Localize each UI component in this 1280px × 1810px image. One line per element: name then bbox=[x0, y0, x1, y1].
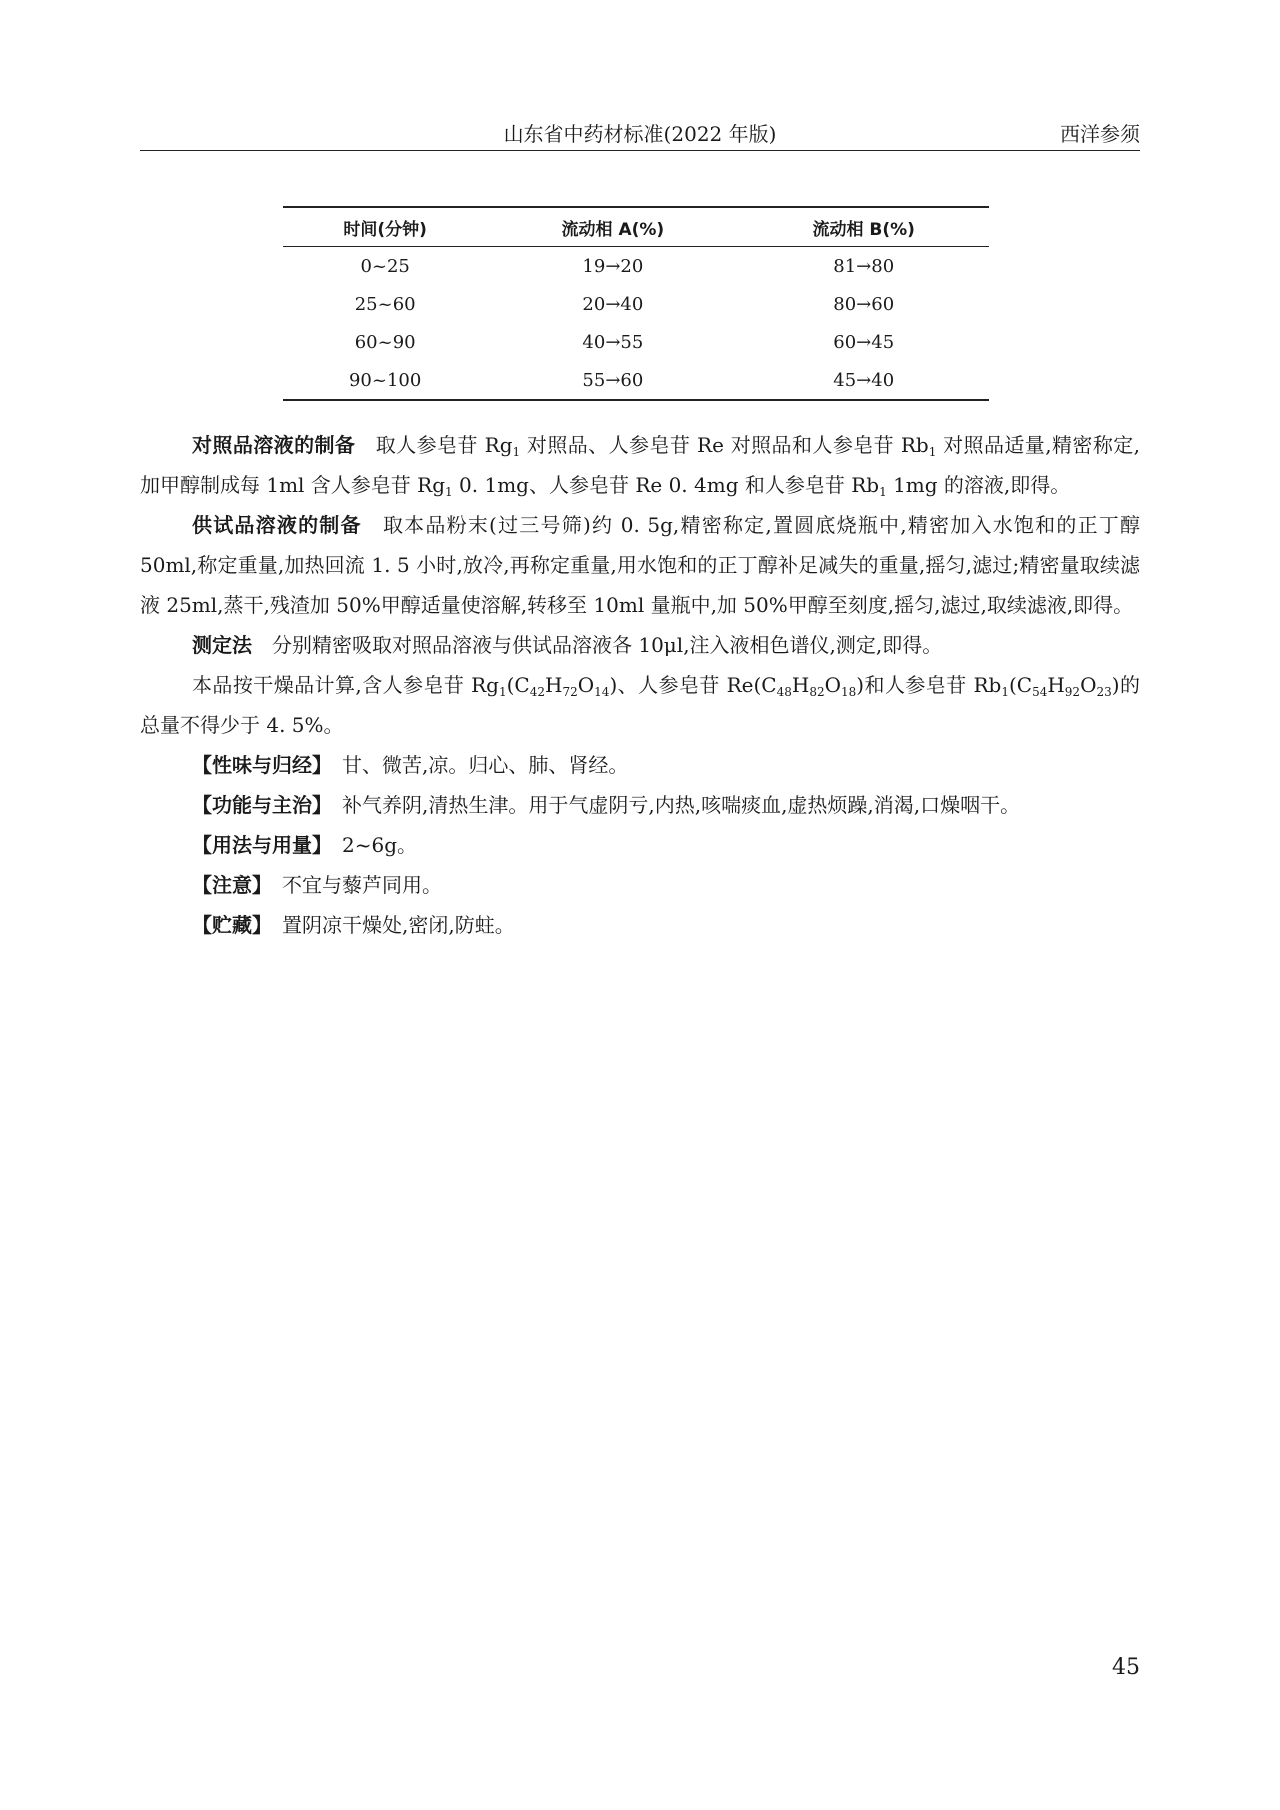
table-row bbox=[283, 285, 989, 323]
text-run: 置阴凉干燥处,密闭,防蛀。 bbox=[282, 913, 515, 937]
table-row bbox=[283, 323, 989, 361]
table-cell: 81→80 bbox=[833, 255, 895, 277]
table-cell: 25~60 bbox=[354, 293, 416, 315]
subscript: 1 bbox=[498, 685, 507, 699]
subscript: 23 bbox=[1096, 685, 1112, 699]
paragraph-heading: 【用法与用量】 bbox=[192, 833, 322, 857]
subscript: 72 bbox=[562, 685, 578, 699]
text-run: O bbox=[577, 673, 595, 697]
subscript: 1 bbox=[1001, 685, 1009, 699]
table-cell: 55→60 bbox=[582, 369, 644, 391]
text-run: 分别精密吸取对照品溶液与供试品溶液各 10μl,注入液相色谱仪,测定,即得。 bbox=[272, 633, 943, 657]
text-run: 本品按干燥品计算,含人参皂苷 Rg bbox=[192, 673, 499, 697]
dosage-paragraph bbox=[140, 825, 1140, 865]
table-cell: 90~100 bbox=[348, 369, 422, 391]
subscript: 1 bbox=[928, 445, 937, 459]
subscript: 14 bbox=[594, 685, 610, 699]
text-run: 对照品、人参皂苷 Re 对照品和人参皂苷 Rb bbox=[520, 433, 929, 457]
table-cell: 0~25 bbox=[360, 255, 410, 277]
table-cell: 60~90 bbox=[354, 331, 416, 353]
text-run: O bbox=[1080, 673, 1097, 697]
paragraph-heading: 【功能与主治】 bbox=[192, 793, 322, 817]
text-run: 取本品粉末(过三号筛)约 0. 5g,精密称定,置圆底烧瓶中,精密加入水饱和的正丁醇 50ml,称定重量,加热回流 1. 5 小时,放冷,再称定重量,用水饱和的正丁醇补足减失的重量,摇匀,滤过;精密量取续滤液 25ml,蒸干,残渣加 50%甲醇适量使溶解,转移至 10ml 量瓶中,加 50%甲醇至刻度,摇匀,滤过,取续滤液,即得。 bbox=[140, 513, 1141, 617]
text-run: 1mg 的溶液,即得。 bbox=[886, 473, 1071, 497]
subscript: 18 bbox=[841, 685, 857, 699]
gradient-table bbox=[283, 206, 989, 401]
table-header-row bbox=[283, 207, 989, 247]
test-solution-paragraph bbox=[140, 505, 1140, 625]
column-header: 流动相 B(%) bbox=[812, 219, 915, 240]
text-run: H bbox=[545, 673, 563, 697]
table-cell: 19→20 bbox=[582, 255, 644, 277]
subscript: 82 bbox=[809, 685, 825, 699]
reference-solution-paragraph bbox=[140, 425, 1140, 505]
table-cell: 80→60 bbox=[833, 293, 895, 315]
subscript: 1 bbox=[445, 485, 453, 499]
text-run: 甘、微苦,凉。归心、肺、肾经。 bbox=[342, 753, 629, 777]
caution-paragraph bbox=[140, 865, 1140, 905]
text-run: )和人参皂苷 Rb bbox=[856, 673, 1002, 697]
column-header: 流动相 A(%) bbox=[561, 219, 665, 240]
text-run: )、人参皂苷 Re(C bbox=[609, 673, 777, 697]
column-header: 时间(分钟) bbox=[343, 219, 427, 240]
text-run: 对照品适量,精密称定,加甲醇制成每 1ml 含人参皂苷 Rg bbox=[140, 433, 1141, 497]
table-cell: 20→40 bbox=[582, 293, 644, 315]
text-run: H bbox=[1047, 673, 1065, 697]
subscript: 92 bbox=[1064, 685, 1081, 699]
running-header bbox=[140, 110, 1140, 150]
paragraph-heading: 【注意】 bbox=[192, 873, 262, 897]
function-paragraph bbox=[140, 785, 1140, 825]
book-title: 山东省中药材标准(2022 年版) bbox=[503, 122, 777, 146]
text-run: 取人参皂苷 Rg bbox=[375, 433, 513, 457]
method-paragraph bbox=[140, 625, 1140, 665]
subscript: 42 bbox=[529, 685, 546, 699]
table-row bbox=[283, 247, 989, 286]
text-run: )的总量不得少于 4. 5%。 bbox=[140, 673, 1140, 737]
paragraph-heading: 供试品溶液的制备 bbox=[192, 513, 362, 537]
paragraph-heading: 【性味与归经】 bbox=[192, 753, 322, 777]
text-run: 2~6g。 bbox=[342, 833, 418, 857]
body-text bbox=[140, 425, 1140, 945]
text-run: 不宜与藜芦同用。 bbox=[282, 873, 442, 897]
page-number: 45 bbox=[1112, 1655, 1140, 1680]
storage-paragraph bbox=[140, 905, 1140, 945]
subscript: 1 bbox=[512, 445, 521, 459]
paragraph-heading: 对照品溶液的制备 bbox=[192, 433, 356, 457]
subscript: 48 bbox=[776, 685, 792, 699]
text-run: (C bbox=[1008, 673, 1033, 697]
table-cell: 60→45 bbox=[833, 331, 895, 353]
nature-paragraph bbox=[140, 745, 1140, 785]
table-row bbox=[283, 361, 989, 400]
text-run: H bbox=[791, 673, 810, 697]
subscript: 1 bbox=[879, 485, 887, 499]
section-title: 西洋参须 bbox=[1060, 122, 1140, 146]
subscript: 54 bbox=[1032, 685, 1048, 699]
text-run: O bbox=[824, 673, 842, 697]
text-run: 补气养阴,清热生津。用于气虚阴亏,内热,咳喘痰血,虚热烦躁,消渴,口燥咽干。 bbox=[342, 793, 1021, 817]
text-run: 0. 1mg、人参皂苷 Re 0. 4mg 和人参皂苷 Rb bbox=[452, 473, 880, 497]
paragraph-heading: 【贮藏】 bbox=[192, 913, 262, 937]
table-cell: 45→40 bbox=[833, 369, 895, 391]
table-cell: 40→55 bbox=[582, 331, 644, 353]
text-run: (C bbox=[506, 673, 530, 697]
header-rule bbox=[140, 150, 1140, 151]
paragraph-heading: 测定法 bbox=[192, 633, 252, 657]
content-limit-paragraph bbox=[140, 665, 1140, 745]
